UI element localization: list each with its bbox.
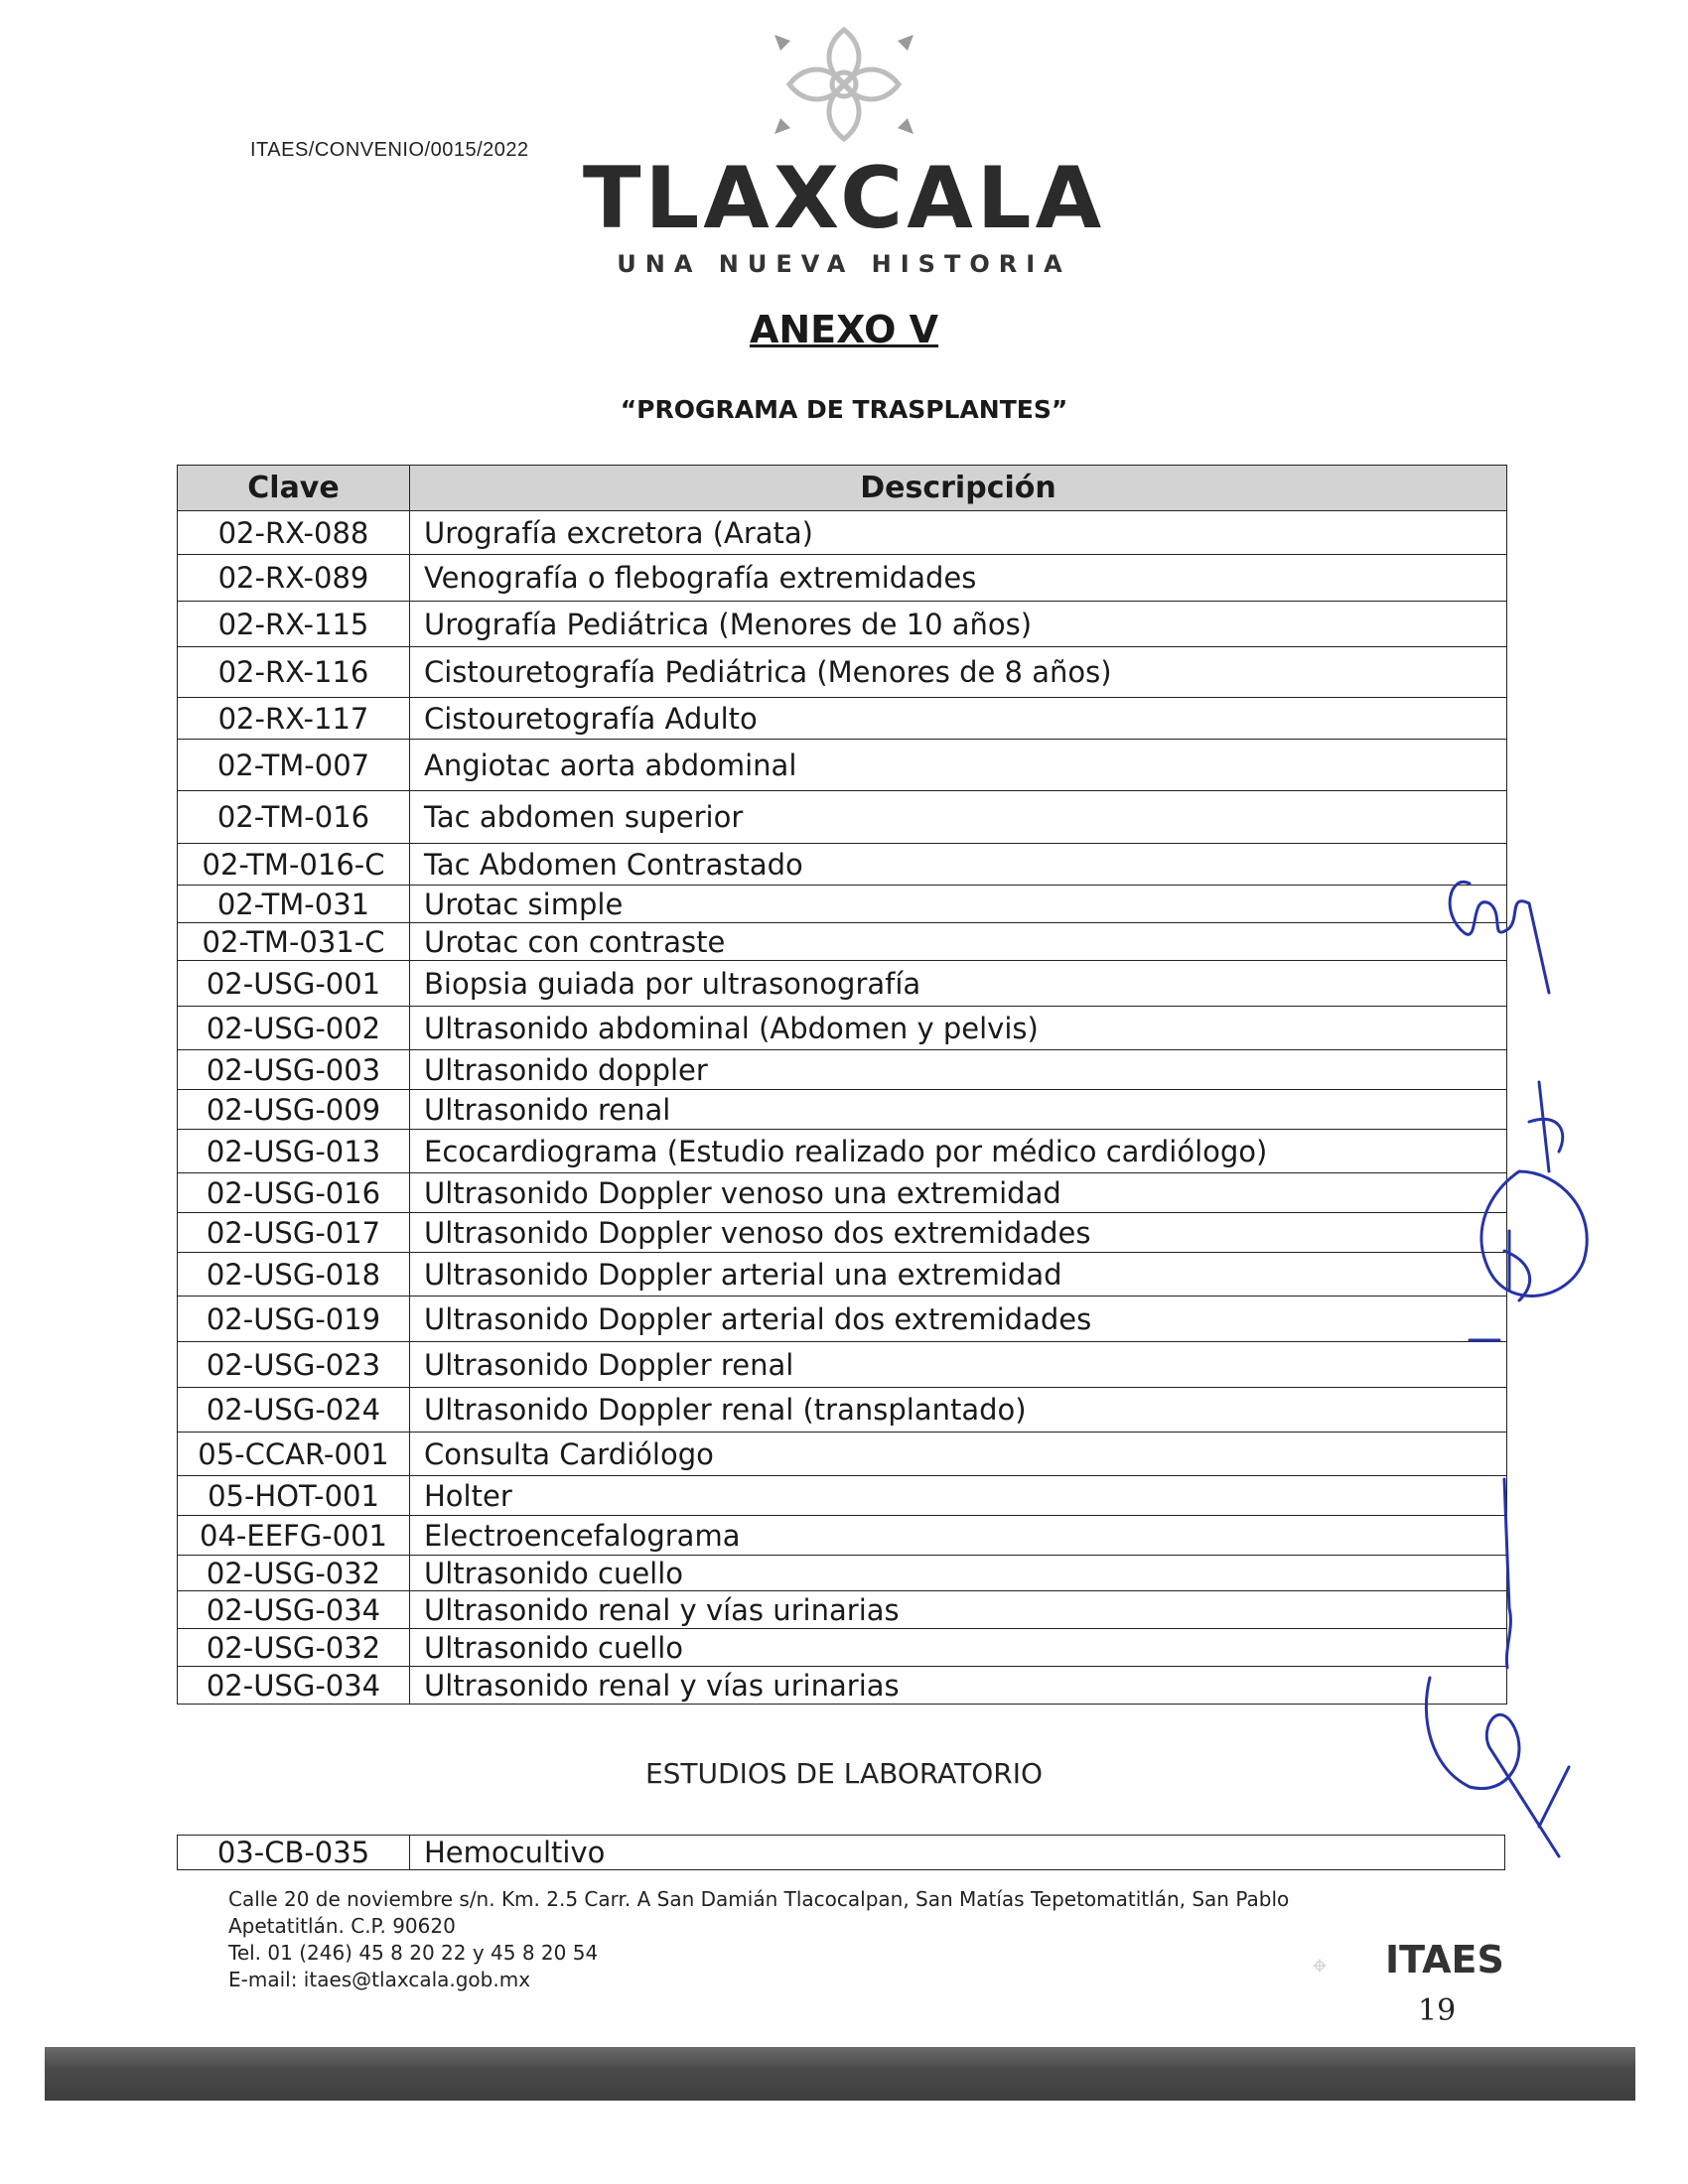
procedure-code: 02-USG-034 — [178, 1591, 410, 1629]
procedure-code: 02-USG-018 — [178, 1253, 410, 1297]
table-row — [178, 1007, 1507, 1050]
procedure-code: 02-RX-088 — [178, 511, 410, 555]
column-header-description: Descripción — [410, 466, 1507, 511]
procedure-code: 02-RX-117 — [178, 698, 410, 740]
annex-title: ANEXO V — [749, 308, 939, 351]
table-row — [178, 1173, 1507, 1213]
table-row — [178, 1433, 1507, 1476]
table-row — [178, 1050, 1507, 1090]
procedure-description: Hemocultivo — [410, 1836, 1505, 1870]
procedure-description: Holter — [410, 1476, 1507, 1516]
procedure-description: Tac abdomen superior — [410, 791, 1507, 844]
procedure-code: 02-USG-034 — [178, 1667, 410, 1705]
procedure-code: 02-TM-007 — [178, 740, 410, 791]
footer-address — [228, 1886, 1289, 1993]
procedure-code: 02-USG-019 — [178, 1297, 410, 1342]
procedure-code: 02-RX-115 — [178, 602, 410, 647]
procedure-description: Ultrasonido renal y vías urinarias — [410, 1591, 1507, 1629]
itaes-emblem-icon — [1311, 1936, 1370, 1995]
table-row — [178, 1629, 1507, 1667]
procedure-description: Ultrasonido Doppler arterial una extremidad — [410, 1253, 1507, 1297]
procedure-description: Urotac simple — [410, 886, 1507, 923]
procedure-description: Cistouretografía Pediátrica (Menores de 8 años) — [410, 647, 1507, 698]
table-row — [178, 555, 1507, 602]
procedure-description: Ecocardiograma (Estudio realizado por médico cardiólogo) — [410, 1130, 1507, 1173]
table-row — [178, 1591, 1507, 1629]
procedure-code: 02-USG-024 — [178, 1388, 410, 1433]
table-row — [178, 1342, 1507, 1388]
procedure-code: 02-TM-016 — [178, 791, 410, 844]
table-row — [178, 511, 1507, 555]
procedure-description: Ultrasonido cuello — [410, 1556, 1507, 1591]
procedure-code: 02-USG-017 — [178, 1213, 410, 1253]
procedure-description: Tac Abdomen Contrastado — [410, 844, 1507, 886]
tlaxcala-emblem-icon — [750, 10, 938, 159]
table-row — [178, 1836, 1505, 1870]
procedure-description: Ultrasonido Doppler renal — [410, 1342, 1507, 1388]
table-row — [178, 698, 1507, 740]
procedure-code: 02-USG-013 — [178, 1130, 410, 1173]
procedure-description: Urografía Pediátrica (Menores de 10 años) — [410, 602, 1507, 647]
procedure-code: 02-RX-089 — [178, 555, 410, 602]
procedure-description: Consulta Cardiólogo — [410, 1433, 1507, 1476]
table-row — [178, 647, 1507, 698]
table-row — [178, 602, 1507, 647]
procedure-description: Ultrasonido renal y vías urinarias — [410, 1667, 1507, 1705]
address-line: Calle 20 de noviembre s/n. Km. 2.5 Carr. A San Damián Tlacocalpan, San Matías Tepetomatitlán, San Pablo — [228, 1887, 1290, 1911]
table-row — [178, 1130, 1507, 1173]
procedure-code: 02-USG-032 — [178, 1556, 410, 1591]
procedure-code: 02-USG-032 — [178, 1629, 410, 1667]
procedure-code: 02-TM-016-C — [178, 844, 410, 886]
procedure-code: 05-CCAR-001 — [178, 1433, 410, 1476]
table-row — [178, 886, 1507, 923]
procedure-description: Ultrasonido renal — [410, 1090, 1507, 1130]
table-row — [178, 923, 1507, 961]
brand-tagline: UNA NUEVA HISTORIA — [617, 250, 1071, 278]
table-header-row — [178, 466, 1507, 511]
brand-title: TLAXCALA — [582, 149, 1106, 248]
lab-section-title: ESTUDIOS DE LABORATORIO — [644, 1757, 1044, 1790]
procedure-code: 02-USG-002 — [178, 1007, 410, 1050]
footer-band — [45, 2047, 1635, 2101]
procedure-code: 02-USG-003 — [178, 1050, 410, 1090]
procedure-description: Ultrasonido Doppler venoso una extremidad — [410, 1173, 1507, 1213]
procedure-description: Urotac con contraste — [410, 923, 1507, 961]
table-row — [178, 740, 1507, 791]
table-row — [178, 844, 1507, 886]
table-row — [178, 1556, 1507, 1591]
procedure-code: 02-USG-009 — [178, 1090, 410, 1130]
procedure-code: 02-TM-031-C — [178, 923, 410, 961]
procedure-code: 02-USG-016 — [178, 1173, 410, 1213]
procedure-description: Ultrasonido Doppler renal (transplantado) — [410, 1388, 1507, 1433]
lab-table — [177, 1835, 1505, 1870]
procedure-description: Ultrasonido doppler — [410, 1050, 1507, 1090]
table-row — [178, 1476, 1507, 1516]
page-number: 19 — [1418, 1993, 1457, 2028]
table-row — [178, 1090, 1507, 1130]
procedure-code: 05-HOT-001 — [178, 1476, 410, 1516]
procedure-description: Ultrasonido cuello — [410, 1629, 1507, 1667]
procedure-code: 02-USG-023 — [178, 1342, 410, 1388]
procedure-code: 03-CB-035 — [178, 1836, 410, 1870]
annex-subtitle: “PROGRAMA DE TRASPLANTES” — [620, 395, 1068, 424]
procedure-code: 02-USG-001 — [178, 961, 410, 1007]
procedure-description: Venografía o flebografía extremidades — [410, 555, 1507, 602]
table-row — [178, 1253, 1507, 1297]
address-line: E-mail: itaes@tlaxcala.gob.mx — [228, 1968, 531, 1991]
doc-ref: ITAES/CONVENIO/0015/2022 — [250, 139, 529, 161]
procedure-description: Cistouretografía Adulto — [410, 698, 1507, 740]
table-row — [178, 1388, 1507, 1433]
column-header-code: Clave — [178, 466, 410, 511]
procedure-description: Ultrasonido Doppler venoso dos extremidades — [410, 1213, 1507, 1253]
procedure-description: Urografía excretora (Arata) — [410, 511, 1507, 555]
itaes-logo-text: ITAES — [1385, 1938, 1504, 1981]
procedures-table — [177, 465, 1507, 1705]
procedure-description: Angiotac aorta abdominal — [410, 740, 1507, 791]
procedure-description: Electroencefalograma — [410, 1516, 1507, 1556]
handwritten-signatures-icon — [1410, 874, 1609, 1866]
procedure-description: Biopsia guiada por ultrasonografía — [410, 961, 1507, 1007]
address-line: Tel. 01 (246) 45 8 20 22 y 45 8 20 54 — [228, 1941, 599, 1965]
table-row — [178, 1297, 1507, 1342]
table-row — [178, 1213, 1507, 1253]
table-row — [178, 1516, 1507, 1556]
table-row — [178, 1667, 1507, 1705]
table-row — [178, 791, 1507, 844]
procedure-code: 04-EEFG-001 — [178, 1516, 410, 1556]
table-row — [178, 961, 1507, 1007]
procedure-code: 02-TM-031 — [178, 886, 410, 923]
address-line: Apetatitlán. C.P. 90620 — [228, 1914, 456, 1938]
procedure-description: Ultrasonido Doppler arterial dos extremidades — [410, 1297, 1507, 1342]
procedure-description: Ultrasonido abdominal (Abdomen y pelvis) — [410, 1007, 1507, 1050]
procedure-code: 02-RX-116 — [178, 647, 410, 698]
